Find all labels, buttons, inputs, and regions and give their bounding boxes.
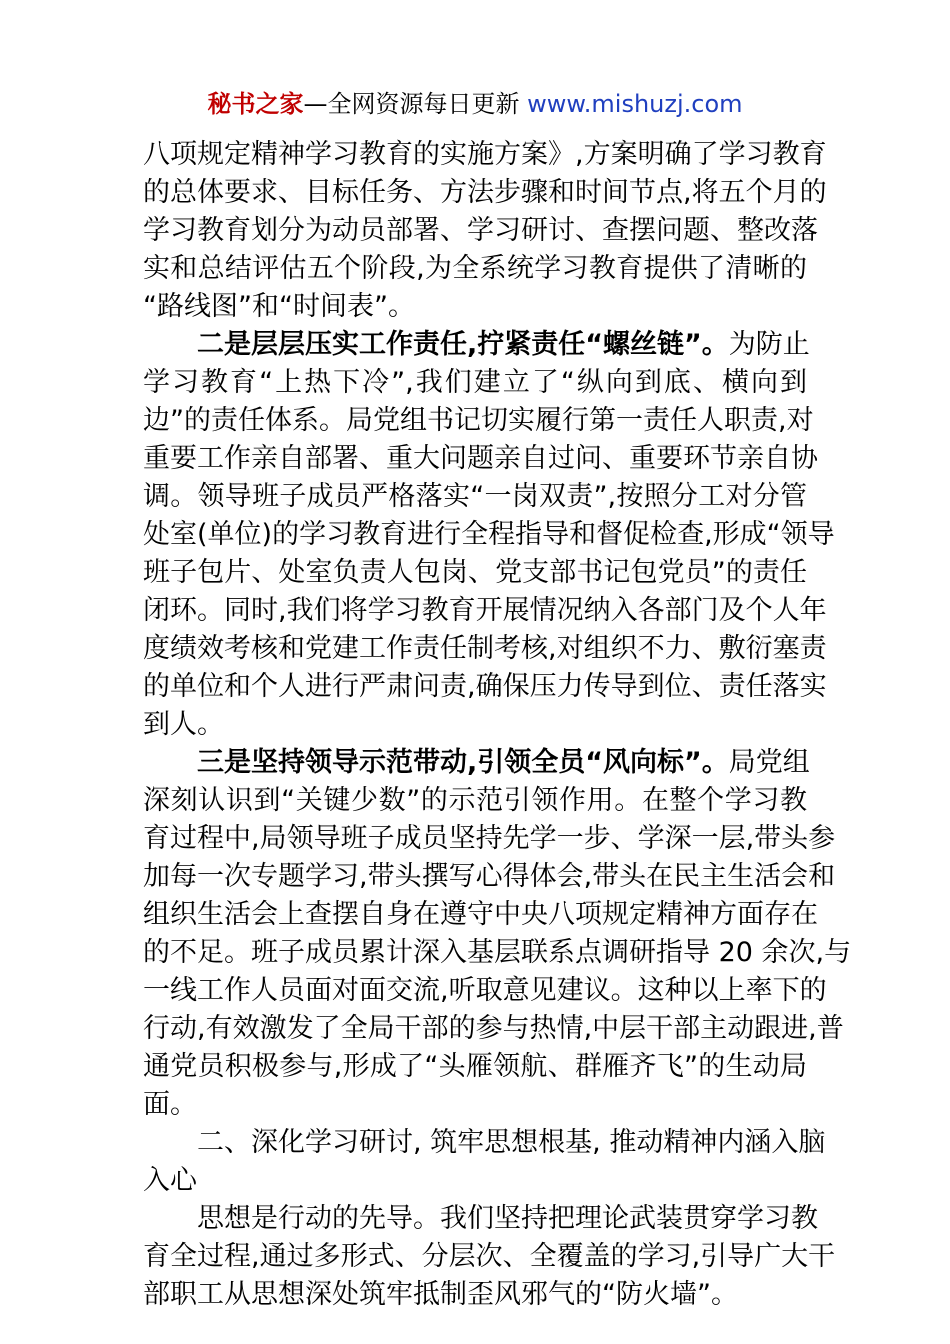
text-line: 的总体要求、目标任务、方法步骤和时间节点,将五个月的 xyxy=(143,177,827,208)
text-line: 实和总结评估五个阶段,为全系统学习教育提供了清晰的 xyxy=(143,253,807,284)
document-body xyxy=(143,136,852,1314)
site-header xyxy=(0,88,950,120)
text-line: 度绩效考核和党建工作责任制考核,对组织不力、敷衍塞责 xyxy=(143,633,827,664)
text-line: 班子包片、处室负责人包岗、党支部书记包党员”的责任 xyxy=(143,557,807,588)
text-line: 通党员积极参与,形成了“头雁领航、群雁齐飞”的生动局 xyxy=(143,1051,807,1082)
text-line: 到人。 xyxy=(143,709,224,740)
text-line: 八项规定精神学习教育的实施方案》,方案明确了学习教育 xyxy=(143,139,827,170)
paragraph-lead-rest: 局党组 xyxy=(728,747,810,778)
text-line: 调。领导班子成员严格落实“一岗双责”,按照分工对分管 xyxy=(143,481,807,512)
text-line: 重要工作亲自部署、重大问题亲自过问、重要环节亲自协 xyxy=(143,443,818,474)
section-heading xyxy=(143,1124,826,1200)
paragraph-first-line xyxy=(143,326,810,364)
text-line: 深刻认识到“关键少数”的示范引领作用。在整个学习教 xyxy=(143,785,807,816)
paragraph-first-line xyxy=(143,744,810,782)
site-tagline: —全网资源每日更新 xyxy=(303,90,528,118)
text-line: 学习教育“上热下冷”,我们建立了“纵向到底、横向到 xyxy=(143,367,807,398)
text-line: 闭环。同时,我们将学习教育开展情况纳入各部门及个人年 xyxy=(143,595,827,626)
text-line: 组织生活会上查摆自身在遵守中央八项规定精神方面存在 xyxy=(143,899,818,930)
section-heading-line: 入心 xyxy=(143,1165,197,1196)
text-line: 的单位和个人进行严肃问责,确保压力传导到位、责任落实 xyxy=(143,671,827,702)
paragraph-lead-heading: 三是坚持领导示范带动,引领全员“风向标”。 xyxy=(197,747,729,778)
site-url-link[interactable]: www.mishuzj.com xyxy=(527,90,743,118)
paragraph-lead-heading: 二是层层压实工作责任,拧紧责任“螺丝链”。 xyxy=(197,329,729,360)
text-line: 加每一次专题学习,带头撰写心得体会,带头在民主生活会和 xyxy=(143,861,836,892)
paragraph-plan xyxy=(143,136,827,326)
site-brand: 秘书之家 xyxy=(207,90,304,118)
paragraph-first-line: 思想是行动的先导。我们坚持把理论武装贯穿学习教 xyxy=(197,1203,818,1234)
text-line: 面。 xyxy=(143,1089,197,1120)
paragraph-responsibility xyxy=(143,326,835,744)
text-line: “路线图”和“时间表”。 xyxy=(143,291,415,322)
text-line: 边”的责任体系。局党组书记切实履行第一责任人职责,对 xyxy=(143,405,814,436)
text-line: 育过程中,局领导班子成员坚持先学一步、学深一层,带头参 xyxy=(143,823,836,854)
text-line: 处室(单位)的学习教育进行全程指导和督促检查,形成“领导 xyxy=(143,519,835,550)
text-line: 的不足。班子成员累计深入基层联系点调研指导 20 余次,与 xyxy=(143,937,852,968)
paragraph-lead-rest: 为防止 xyxy=(728,329,810,360)
text-line: 部职工从思想深处筑牢抵制歪风邪气的“防火墙”。 xyxy=(143,1279,738,1310)
text-line: 一线工作人员面对面交流,听取意见建议。这种以上率下的 xyxy=(143,975,827,1006)
text-line: 学习教育划分为动员部署、学习研讨、查摆问题、整改落 xyxy=(143,215,818,246)
paragraph-leadership xyxy=(143,744,852,1124)
text-line: 行动,有效激发了全局干部的参与热情,中层干部主动跟进,普 xyxy=(143,1013,844,1044)
text-line: 育全过程,通过多形式、分层次、全覆盖的学习,引导广大干 xyxy=(143,1241,836,1272)
section-heading-line: 二、深化学习研讨, 筑牢思想根基, 推动精神内涵入脑 xyxy=(197,1127,826,1158)
paragraph-thought xyxy=(143,1200,836,1314)
